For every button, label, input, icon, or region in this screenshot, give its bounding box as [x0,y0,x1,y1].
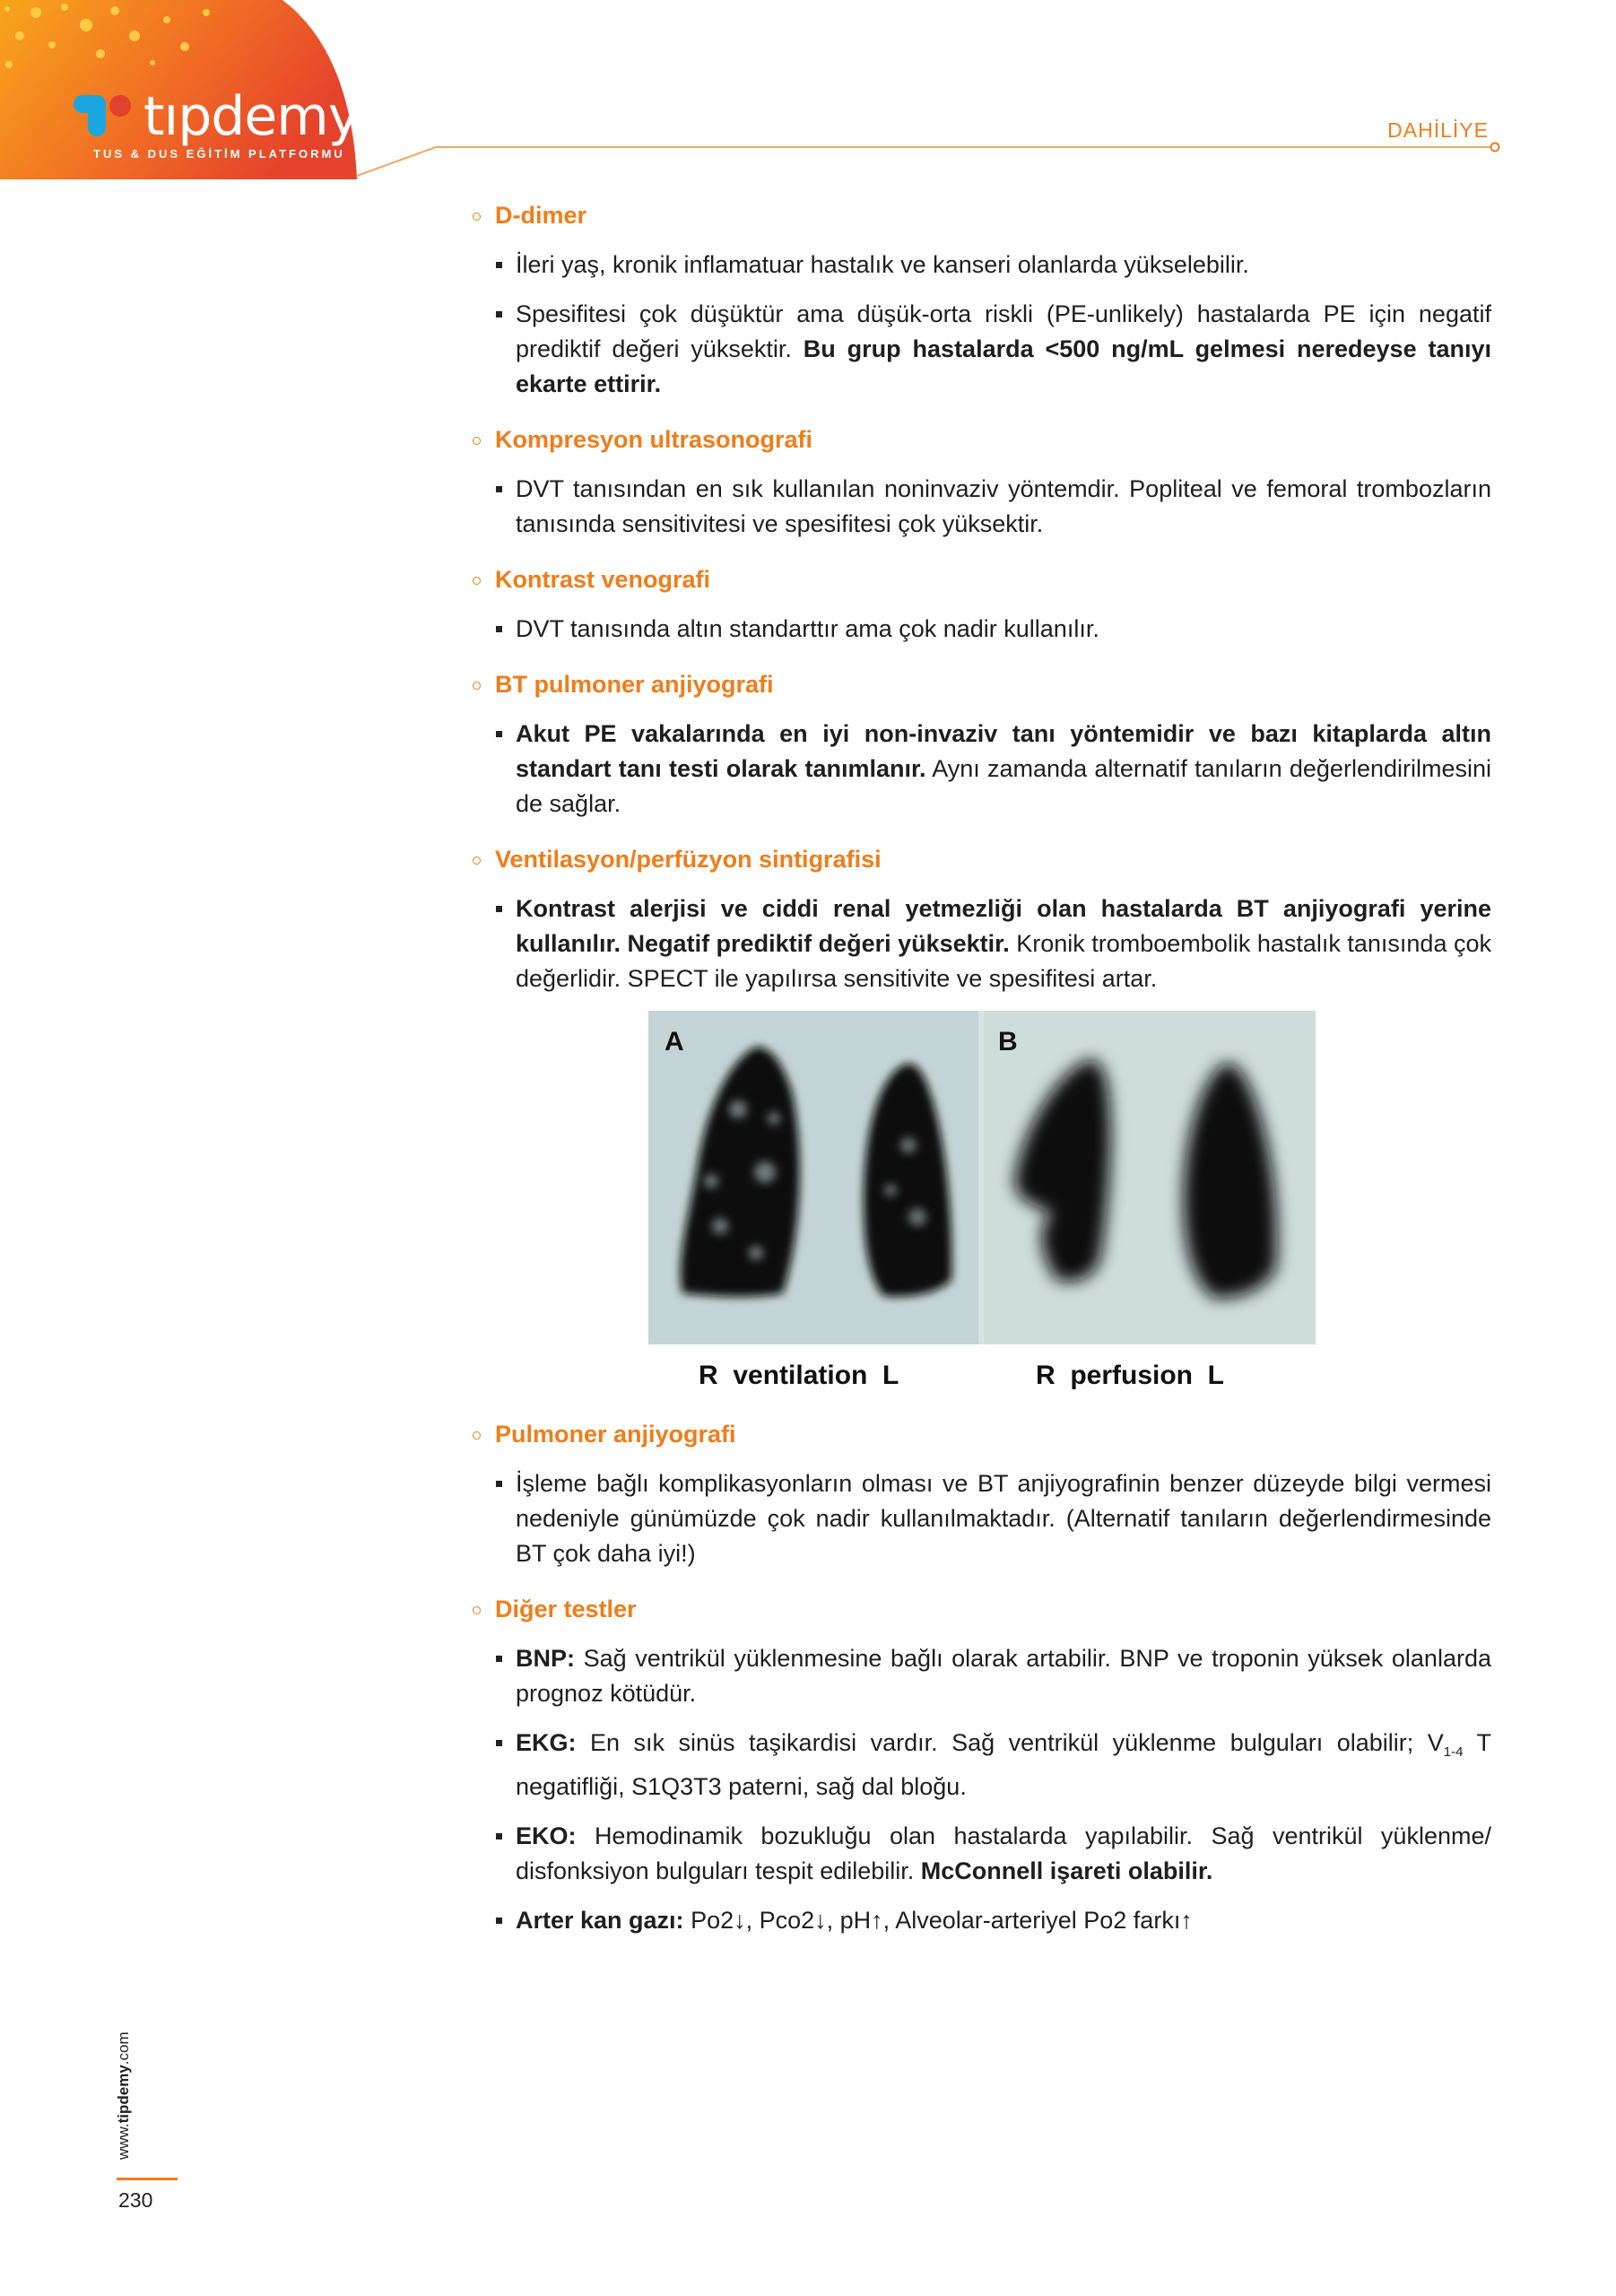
section-heading-contrast-venography: Kontrast venografi [469,563,1491,596]
site-url-suffix: .com [115,2031,132,2066]
caption-ventilation: R ventilation L [699,1361,899,1390]
item-bold-text: EKG: [516,1729,577,1756]
site-url-prefix: www. [115,2123,132,2160]
item-bold-text: EKO: [516,1822,577,1849]
site-url-name: tipdemy [115,2065,132,2124]
brand-tagline: TUS & DUS EĞİTİM PLATFORMU [93,147,345,161]
item-text: Spesifitesi çok düşüktür ama düşük-orta riskli (PE-unlikely) hastalarda PE için negatif prediktif değeri yüksektir. [516,300,1491,362]
brand-name: tıpdemy [143,85,360,148]
panel-label-a: A [665,1027,684,1057]
list-item [469,472,1491,542]
section-heading-compression-us: Kompresyon ultrasonografi [469,423,1491,456]
item-text: DVT tanısında altın standarttır ama çok nadir kullanılır. [516,615,1099,642]
panel-label-b: B [998,1027,1018,1057]
item-bold-text: Arter kan gazı: [516,1907,684,1934]
section-heading-d-dimer: D-dimer [469,199,1491,231]
item-text: İleri yaş, kronik inflamatuar hastalık ve kanseri olanlarda yükselebilir. [516,251,1249,278]
page-number: 230 [118,2188,153,2212]
page-content [469,199,1491,1952]
item-text: Aynı zamanda alternatif tanıların değerlendirilmesini de sağlar. [516,755,1491,817]
item-bold-text: Akut PE vakalarında en iyi non-invaziv tanı yöntemidir ve bazı kitaplarda altın standart tanı testi olarak tanımlanır. [516,720,1491,782]
item-text: Kronik tromboembolik hastalık tanısında çok değerlidir. SPECT ile yapılırsa sensitivite ve spesifitesi artar. [516,930,1491,992]
section-heading-pulmonary-angiography: Pulmoner anjiyografi [469,1418,1491,1450]
list-item [469,612,1491,647]
list-item [469,1641,1491,1711]
list-item [469,1726,1491,1805]
brand-logo [74,85,360,148]
subscript: 1-4 [1443,1744,1464,1760]
vq-scan-figure [648,1011,1316,1398]
list-item [469,891,1491,996]
item-bold-text: McConnell işareti olabilir. [920,1857,1213,1884]
section-heading-other-tests: Diğer testler [469,1593,1491,1625]
list-item [469,297,1491,402]
item-text: Hemodinamik bozukluğu olan hastalarda yapılabilir. Sağ ventrikül yüklenme/ disfonksiyon bulguları tespit edilebilir. [516,1822,1491,1884]
section-label: DAHİLİYE [1387,118,1489,142]
footer-rule [117,2178,178,2180]
item-bold-text: Bu grup hastalarda <500 ng/mL gelmesi neredeyse tanıyı ekarte ettirir. [516,335,1491,397]
caption-perfusion: R perfusion L [1036,1361,1224,1390]
item-text: T negatifliği, S1Q3T3 paterni, sağ dal bloğu. [516,1729,1491,1800]
item-bold-text: BNP: [516,1645,575,1672]
list-item [469,1466,1491,1571]
item-text: Sağ ventrikül yüklenmesine bağlı olarak artabilir. BNP ve troponin yüksek olanlarda prognoz kötüdür. [516,1645,1491,1707]
item-text: En sık sinüs taşikardisi vardır. Sağ ventrikül yüklenme bulguları olabilir; V [590,1729,1444,1756]
list-item [469,248,1491,283]
section-heading-ct-angiography: BT pulmoner anjiyografi [469,668,1491,700]
item-text: DVT tanısından en sık kullanılan noninvaziv yöntemdir. Popliteal ve femoral trombozların tanısında sensitivitesi ve spesifitesi çok yüksektir. [516,475,1491,537]
vq-scan-image [648,1011,1316,1344]
item-text: İşleme bağlı komplikasyonların olması ve BT anjiyografinin benzer düzeyde bilgi vermesi nedeniyle günümüzde çok nadir kullanılmaktadır. (Alternatif tanıların değerlendirmesinde BT çok daha iyi!) [516,1470,1491,1567]
list-item [469,1903,1491,1938]
list-item [469,717,1491,822]
item-text: Po2↓, Pco2↓, pH↑, Alveolar-arteriyel Po2 farkı↑ [691,1907,1193,1934]
site-url [115,2031,133,2160]
section-heading-vq-scintigraphy: Ventilasyon/perfüzyon sintigrafisi [469,843,1491,875]
logo-mark-icon [74,91,138,142]
item-bold-text: Kontrast alerjisi ve ciddi renal yetmezliği olan hastalarda BT anjiyografi yerine kullanılır. Negatif prediktif değeri yüksektir. [516,895,1491,957]
list-item [469,1819,1491,1889]
